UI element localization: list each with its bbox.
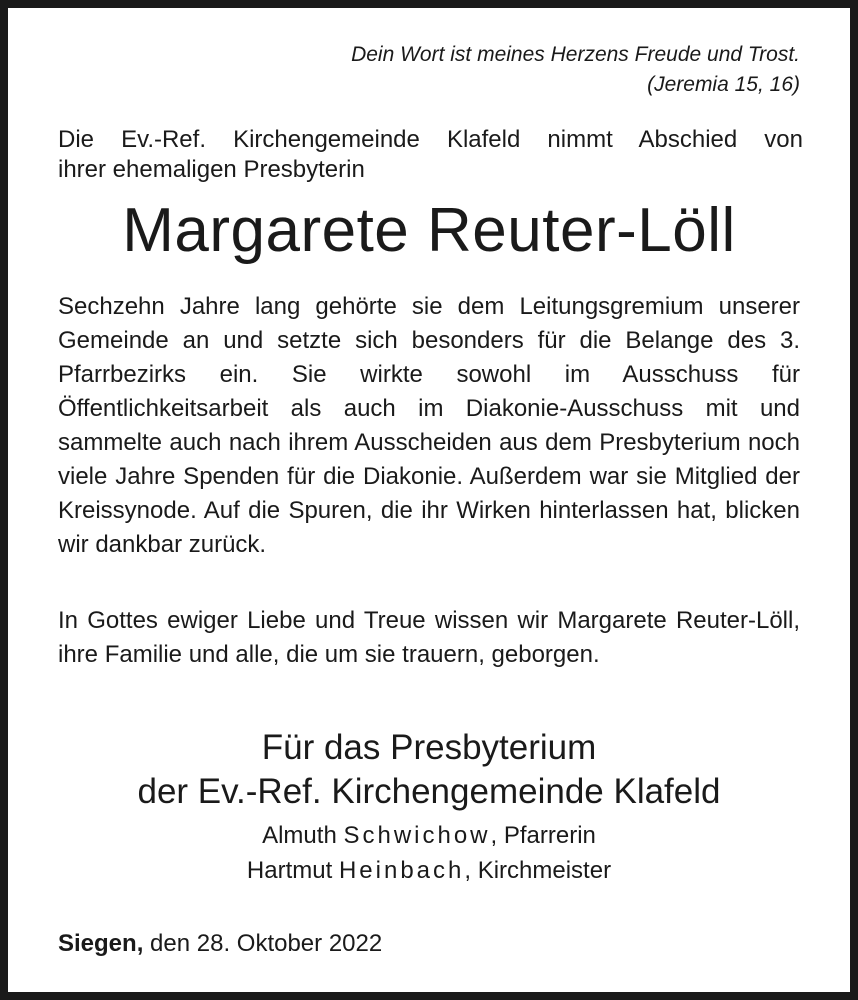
deceased-name: Margarete Reuter-Löll bbox=[122, 196, 736, 265]
bible-quote bbox=[200, 40, 800, 100]
intro-line-1: Die Ev.-Ref. Kirchengemeinde Klafeld nimmt Abschied von bbox=[58, 126, 803, 153]
signature-line-2: der Ev.-Ref. Kirchengemeinde Klafeld bbox=[137, 772, 721, 811]
signer-role: , Kirchmeister bbox=[464, 857, 612, 884]
date-text: den 28. Oktober 2022 bbox=[150, 930, 383, 957]
signer-churchwarden bbox=[0, 855, 858, 887]
signer-first-name: Almuth bbox=[262, 822, 337, 849]
signature-line-1: Für das Presbyterium bbox=[261, 728, 597, 767]
signer-first-name: Hartmut bbox=[246, 857, 333, 884]
place-date bbox=[58, 928, 382, 960]
signer-last-name: Heinbach bbox=[338, 857, 465, 884]
tribute-paragraph: Sechzehn Jahre lang gehörte sie dem Leitungsgremium unserer Gemeinde an und setzte sich besonders für die Belange des 3. Pfarrbezirks ein. Sie wirkte sowohl im Ausschuss für Öffentlichkeitsarbeit als auch im Diakonie-Ausschuss mit und sammelte auch nach ihrem Ausscheiden aus dem Presbyterium noch viele Jahre Spenden für die Diakonie. Außerdem war sie Mitglied der Kreissynode. Auf die Spuren, die ihr Wirken hinterlassen hat, blicken wir dankbar zurück. bbox=[58, 293, 800, 558]
signer-last-name: Schwichow bbox=[343, 822, 491, 849]
intro-text bbox=[58, 125, 803, 185]
quote-reference: (Jeremia 15, 16) bbox=[647, 73, 800, 96]
quote-text: Dein Wort ist meines Herzens Freude und Trost. bbox=[351, 43, 800, 66]
place-name: Siegen, bbox=[58, 930, 144, 957]
blessing-paragraph: In Gottes ewiger Liebe und Treue wissen wir Margarete Reuter-Löll, ihre Familie und alle, die um sie trauern, geborgen. bbox=[58, 607, 800, 668]
signer-pastor bbox=[0, 820, 858, 852]
intro-line-2: ihrer ehemaligen Presbyterin bbox=[58, 156, 365, 183]
signer-role: , Pfarrerin bbox=[490, 822, 596, 849]
